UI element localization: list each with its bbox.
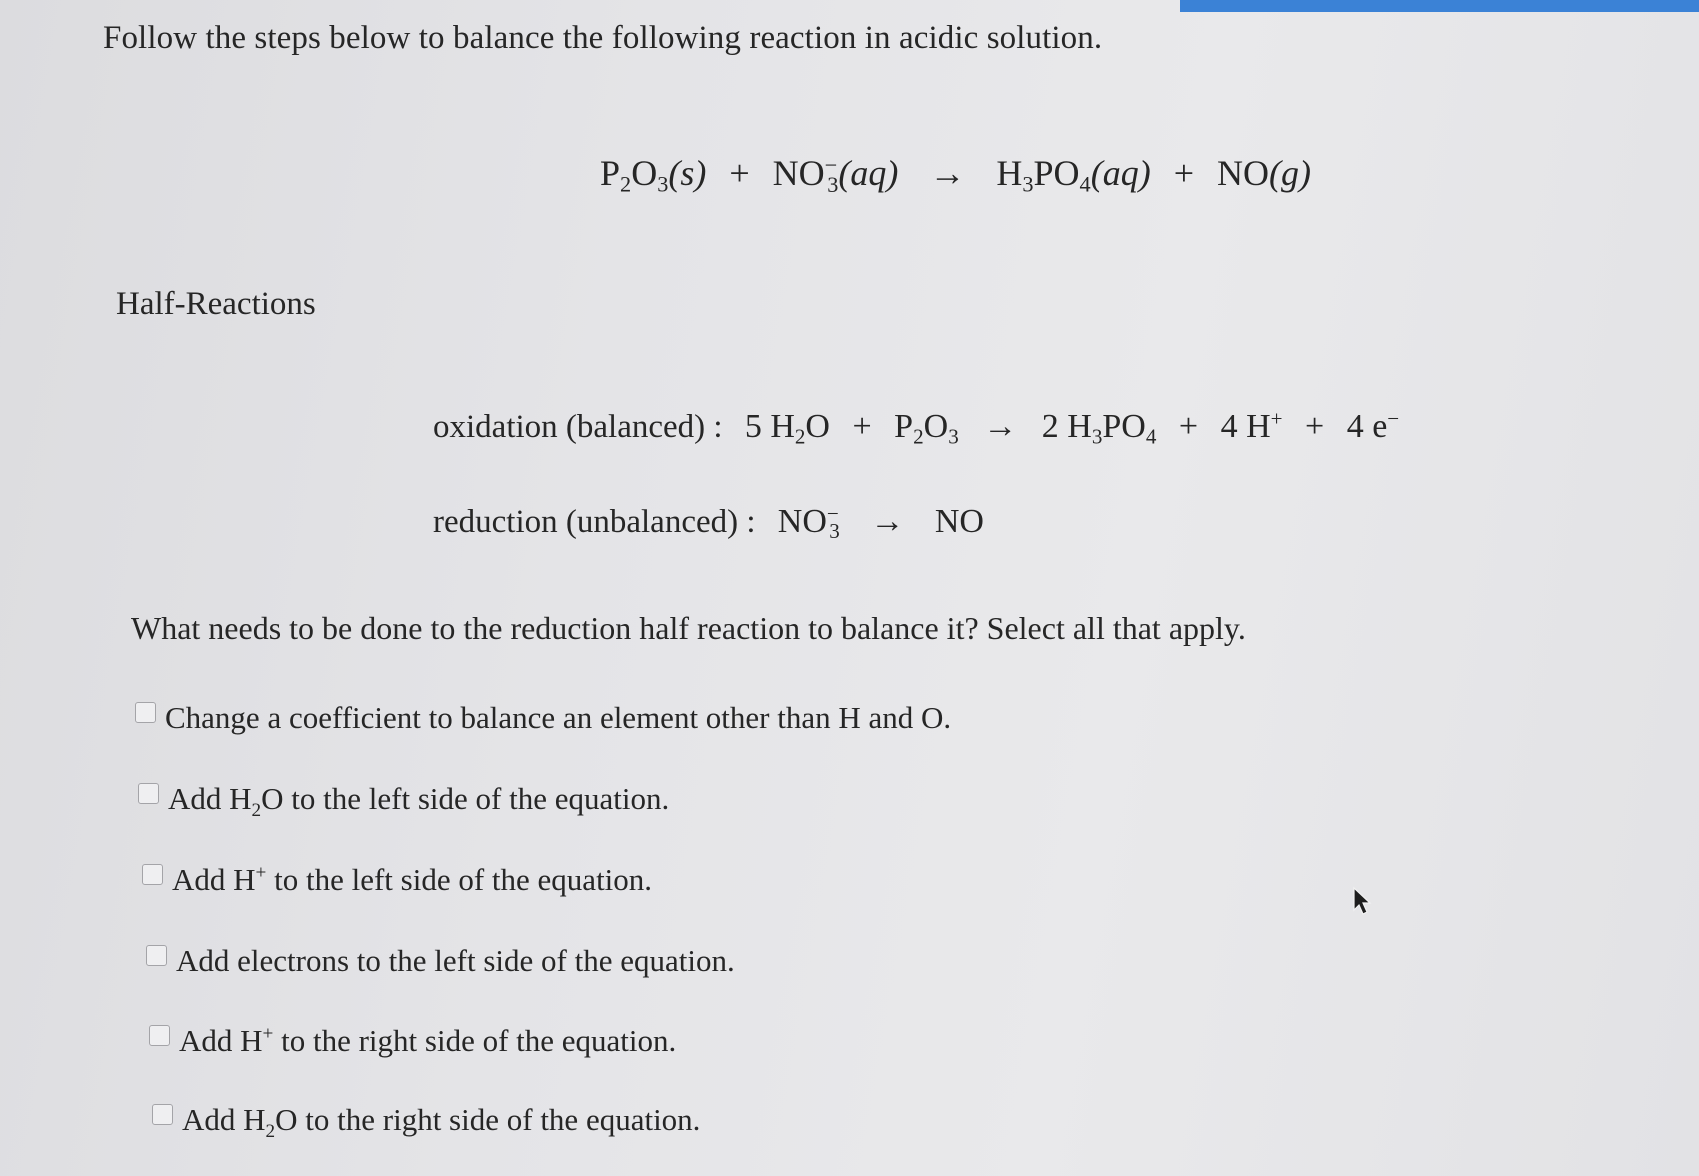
option-add-h-plus-left[interactable] [142,862,652,898]
oxidation-half-reaction [433,406,1400,449]
checkbox-unchecked-icon[interactable] [149,1025,170,1046]
checkbox-unchecked-icon[interactable] [146,945,167,966]
checkbox-unchecked-icon[interactable] [138,783,159,804]
option-label: Add H+ to the right side of the equation. [179,1023,677,1058]
main-reaction-equation: $P_2O_3(s) + NO^-_3(aq) \to H_3PO_4(aq) + NO(g)$ [600,152,1311,197]
option-label: Add $H_2O$ to the left side of the equation. [168,781,670,822]
oxidation-label: oxidation (balanced) : [433,409,723,445]
reduction-half-reaction [433,501,984,544]
oxidation-equation: 5 $H_2O + P_2O_3 \to 2$ $H_3PO_4 + 4$ H+ + 4 e− [744,406,1400,449]
option-label: Change a coefficient to balance an element other than H and O. [165,700,952,735]
top-accent-bar [1180,0,1699,12]
reduction-label: reduction (unbalanced) : [433,504,756,540]
checkbox-unchecked-icon[interactable] [142,864,163,885]
option-label: Add $H_2O$ to the right side of the equation. [182,1102,701,1143]
option-add-h-plus-right[interactable] [149,1023,676,1059]
half-reactions-heading: Half-Reactions [116,286,316,322]
checkbox-unchecked-icon[interactable] [135,702,156,723]
mouse-pointer-icon [1352,886,1374,916]
question-prompt: Follow the steps below to balance the following reaction in acidic solution. [103,20,1103,56]
reduction-equation: $NO^-_3$ → NO [777,501,984,544]
option-label: Add H+ to the left side of the equation. [172,862,653,897]
option-add-h2o-left[interactable] [138,781,670,822]
option-change-coefficient[interactable] [135,700,951,736]
option-add-electrons-left[interactable] [146,943,735,979]
checkbox-unchecked-icon[interactable] [152,1104,173,1125]
option-add-h2o-right[interactable] [152,1102,701,1143]
select-all-question: What needs to be done to the reduction half reaction to balance it? Select all that apply. [131,610,1246,646]
option-label: Add electrons to the left side of the equation. [176,943,735,978]
